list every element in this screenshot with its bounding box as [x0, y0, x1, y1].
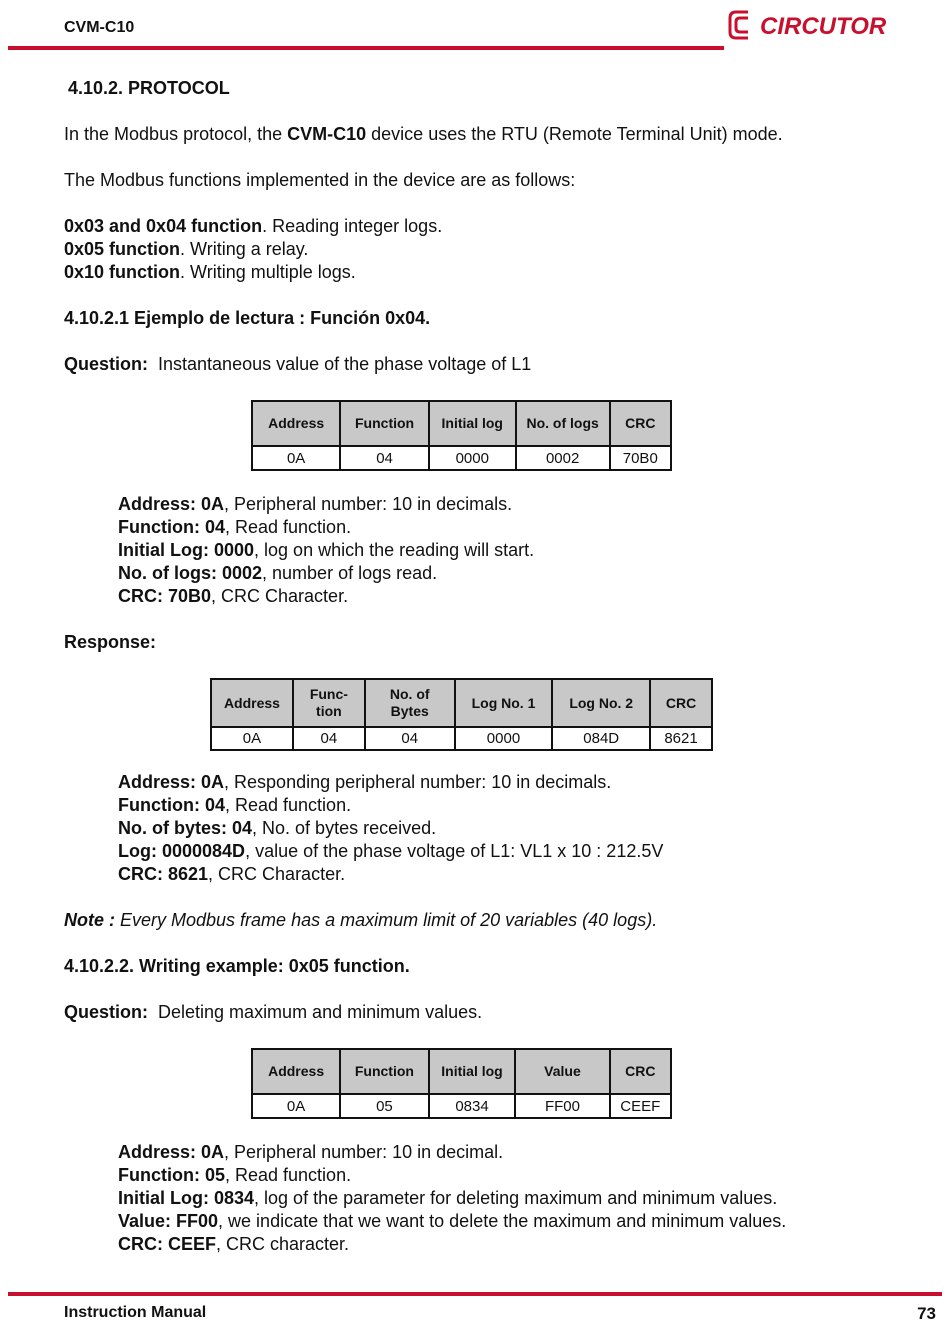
table-cell: 04 — [340, 446, 429, 470]
request-frame-table — [251, 400, 672, 471]
functions-intro: The Modbus functions implemented in the device are as follows: — [64, 170, 576, 190]
field-explanation: Address: 0A, Responding peripheral number: 10 in decimals. — [118, 772, 612, 792]
table-header: Initial log — [429, 1049, 516, 1094]
field-explanation: No. of logs: 0002, number of logs read. — [118, 563, 438, 583]
table-header: Address — [252, 1049, 340, 1094]
note: Note : Every Modbus frame has a maximum limit of 20 variables (40 logs). — [64, 910, 658, 930]
table-cell: 0834 — [429, 1094, 516, 1118]
table-header: Log No. 2 — [552, 679, 650, 727]
intro-paragraph: In the Modbus protocol, the CVM-C10 device uses the RTU (Remote Terminal Unit) mode. — [64, 124, 783, 144]
table-header: Func- tion — [293, 679, 365, 727]
response-label: Response: — [64, 632, 157, 652]
subsection-heading: 4.10.2.1 Ejemplo de lectura : Función 0x04. — [64, 308, 431, 328]
table-cell: 04 — [365, 727, 455, 750]
question-line: Question: Deleting maximum and minimum values. — [64, 1002, 483, 1022]
section-heading: 4.10.2. PROTOCOL — [68, 78, 230, 98]
field-explanation: Function: 05, Read function. — [118, 1165, 352, 1185]
field-explanation: CRC: 70B0, CRC Character. — [118, 586, 349, 606]
header-rule — [8, 46, 724, 50]
table-header: Initial log — [429, 401, 516, 446]
function-list-item: 0x05 function. Writing a relay. — [64, 239, 309, 259]
question-line: Question: Instantaneous value of the phase voltage of L1 — [64, 354, 532, 374]
write-frame-table — [251, 1048, 672, 1119]
table-cell: 04 — [293, 727, 365, 750]
field-explanation: Address: 0A, Peripheral number: 10 in decimals. — [118, 494, 513, 514]
field-explanation: Log: 0000084D, value of the phase voltage of L1: VL1 x 10 : 212.5V — [118, 841, 664, 861]
table-cell: 70B0 — [610, 446, 671, 470]
field-explanation: Function: 04, Read function. — [118, 517, 352, 537]
table-cell: CEEF — [610, 1094, 671, 1118]
page-number: 73 — [917, 1304, 936, 1323]
table-cell: 05 — [340, 1094, 428, 1118]
response-frame-table — [210, 678, 713, 751]
table-header: Function — [340, 1049, 428, 1094]
table-header: Log No. 1 — [455, 679, 553, 727]
table-header: No. of Bytes — [365, 679, 455, 727]
field-explanation: CRC: 8621, CRC Character. — [118, 864, 346, 884]
field-explanation: CRC: CEEF, CRC character. — [118, 1234, 350, 1254]
table-header: Address — [211, 679, 293, 727]
field-explanation: Address: 0A, Peripheral number: 10 in decimal. — [118, 1142, 504, 1162]
table-header: Function — [340, 401, 429, 446]
table-cell: 8621 — [650, 727, 712, 750]
field-explanation: Function: 04, Read function. — [118, 795, 352, 815]
table-header: Value — [515, 1049, 609, 1094]
table-cell: 0A — [252, 1094, 340, 1118]
field-explanation: Value: FF00, we indicate that we want to delete the maximum and minimum values. — [118, 1211, 787, 1231]
table-cell: 0A — [252, 446, 340, 470]
table-cell: 0000 — [429, 446, 516, 470]
brand-name: CIRCUTOR — [760, 13, 887, 40]
table-cell: 0000 — [455, 727, 553, 750]
table-cell: 0002 — [516, 446, 610, 470]
table-cell: FF00 — [515, 1094, 609, 1118]
table-header: CRC — [610, 401, 671, 446]
field-explanation: Initial Log: 0000, log on which the reading will start. — [118, 540, 535, 560]
footer-manual-label: Instruction Manual — [64, 1304, 207, 1321]
table-cell: 084D — [552, 727, 650, 750]
subsection-heading: 4.10.2.2. Writing example: 0x05 function. — [64, 956, 410, 976]
function-list-item: 0x03 and 0x04 function. Reading integer logs. — [64, 216, 443, 236]
document-title: CVM-C10 — [64, 19, 135, 36]
function-list-item: 0x10 function. Writing multiple logs. — [64, 262, 356, 282]
table-header: No. of logs — [516, 401, 610, 446]
field-explanation: Initial Log: 0834, log of the parameter for deleting maximum and minimum values. — [118, 1188, 778, 1208]
table-header: CRC — [610, 1049, 671, 1094]
footer-rule — [8, 1292, 942, 1296]
field-explanation: No. of bytes: 04, No. of bytes received. — [118, 818, 437, 838]
table-header: Address — [252, 401, 340, 446]
table-header: CRC — [650, 679, 712, 727]
circutor-logo — [726, 8, 906, 44]
table-cell: 0A — [211, 727, 293, 750]
